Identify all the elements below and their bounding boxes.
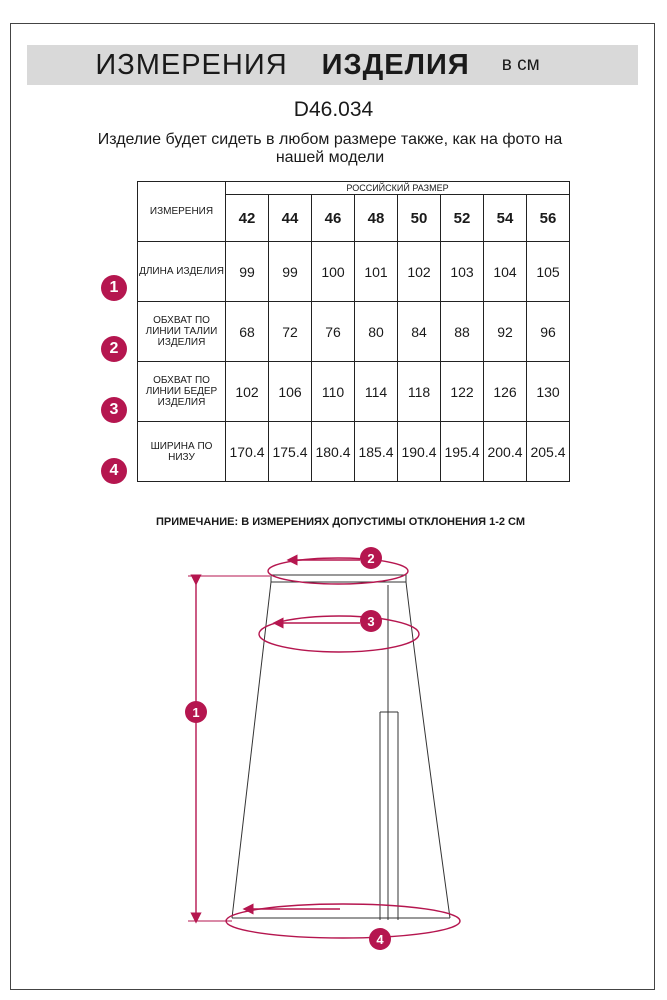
table-cell: 80 [355,302,398,362]
diagram-marker-4-label: 4 [376,932,384,947]
table-cell: 99 [269,242,312,302]
skirt-diagram [0,540,667,960]
table-cell: 102 [226,362,269,422]
size-header: 50 [398,195,441,242]
row-label: ОБХВАТ ПО ЛИНИИ ТАЛИИ ИЗДЕЛИЯ [138,302,226,362]
row-label: ШИРИНА ПО НИЗУ [138,422,226,482]
diagram-marker-2-label: 2 [367,551,375,566]
size-header: 44 [269,195,312,242]
title-part-1: ИЗМЕРЕНИЯ [95,48,288,81]
size-header: 52 [441,195,484,242]
table-cell: 205.4 [527,422,570,482]
table-row [138,422,570,482]
product-code: D46.034 [293,98,374,121]
row-marker-3: 3 [101,397,127,423]
size-header: 42 [226,195,269,242]
subtitle: Изделие будет сидеть в любом размере также, как на фото на нашей модели [97,131,563,166]
row-marker-2: 2 [101,336,127,362]
table-cell: 190.4 [398,422,441,482]
table-cell: 96 [527,302,570,362]
table-cell: 106 [269,362,312,422]
table-cell: 185.4 [355,422,398,482]
table-cell: 84 [398,302,441,362]
table-cell: 104 [484,242,527,302]
diagram-marker-2 [360,547,382,569]
diagram-marker-3 [360,610,382,632]
table-cell: 170.4 [226,422,269,482]
table-cell: 180.4 [312,422,355,482]
diagram-marker-1 [185,701,207,723]
table-cell: 114 [355,362,398,422]
size-table [137,181,570,482]
table-row [138,302,570,362]
size-header: 54 [484,195,527,242]
title-bar [27,45,638,85]
measure-header: ИЗМЕРЕНИЯ [138,182,226,242]
diagram-marker-3-label: 3 [367,614,375,629]
table-row [138,242,570,302]
table-cell: 100 [312,242,355,302]
hip-measure [259,616,419,652]
table-cell: 110 [312,362,355,422]
table-cell: 99 [226,242,269,302]
table-cell: 68 [226,302,269,362]
diagram-marker-4 [369,928,391,950]
table-cell: 130 [527,362,570,422]
waist-measure [268,558,408,584]
size-header: 46 [312,195,355,242]
table-cell: 103 [441,242,484,302]
row-label: ОБХВАТ ПО ЛИНИИ БЕДЕР ИЗДЕЛИЯ [138,362,226,422]
table-cell: 122 [441,362,484,422]
hem-measure [226,904,460,938]
row-marker-4: 4 [101,458,127,484]
table-cell: 92 [484,302,527,362]
table-row [138,362,570,422]
table-cell: 102 [398,242,441,302]
table-cell: 118 [398,362,441,422]
table-cell: 195.4 [441,422,484,482]
table-cell: 101 [355,242,398,302]
tolerance-note: ПРИМЕЧАНИЕ: В ИЗМЕРЕНИЯХ ДОПУСТИМЫ ОТКЛОНЕНИЯ 1-2 СМ [155,516,526,528]
row-label: ДЛИНА ИЗДЕЛИЯ [138,242,226,302]
table-cell: 200.4 [484,422,527,482]
table-cell: 126 [484,362,527,422]
table-cell: 88 [441,302,484,362]
diagram-marker-1-label: 1 [192,705,200,720]
size-header: 48 [355,195,398,242]
table-cell: 72 [269,302,312,362]
row-marker-1: 1 [101,275,127,301]
size-group-header: РОССИЙСКИЙ РАЗМЕР [226,182,570,195]
table-cell: 175.4 [269,422,312,482]
title-part-2: ИЗДЕЛИЯ [321,48,470,81]
table-cell: 105 [527,242,570,302]
size-header: 56 [527,195,570,242]
table-cell: 76 [312,302,355,362]
length-measure [188,576,270,921]
title-unit: в см [501,54,540,75]
